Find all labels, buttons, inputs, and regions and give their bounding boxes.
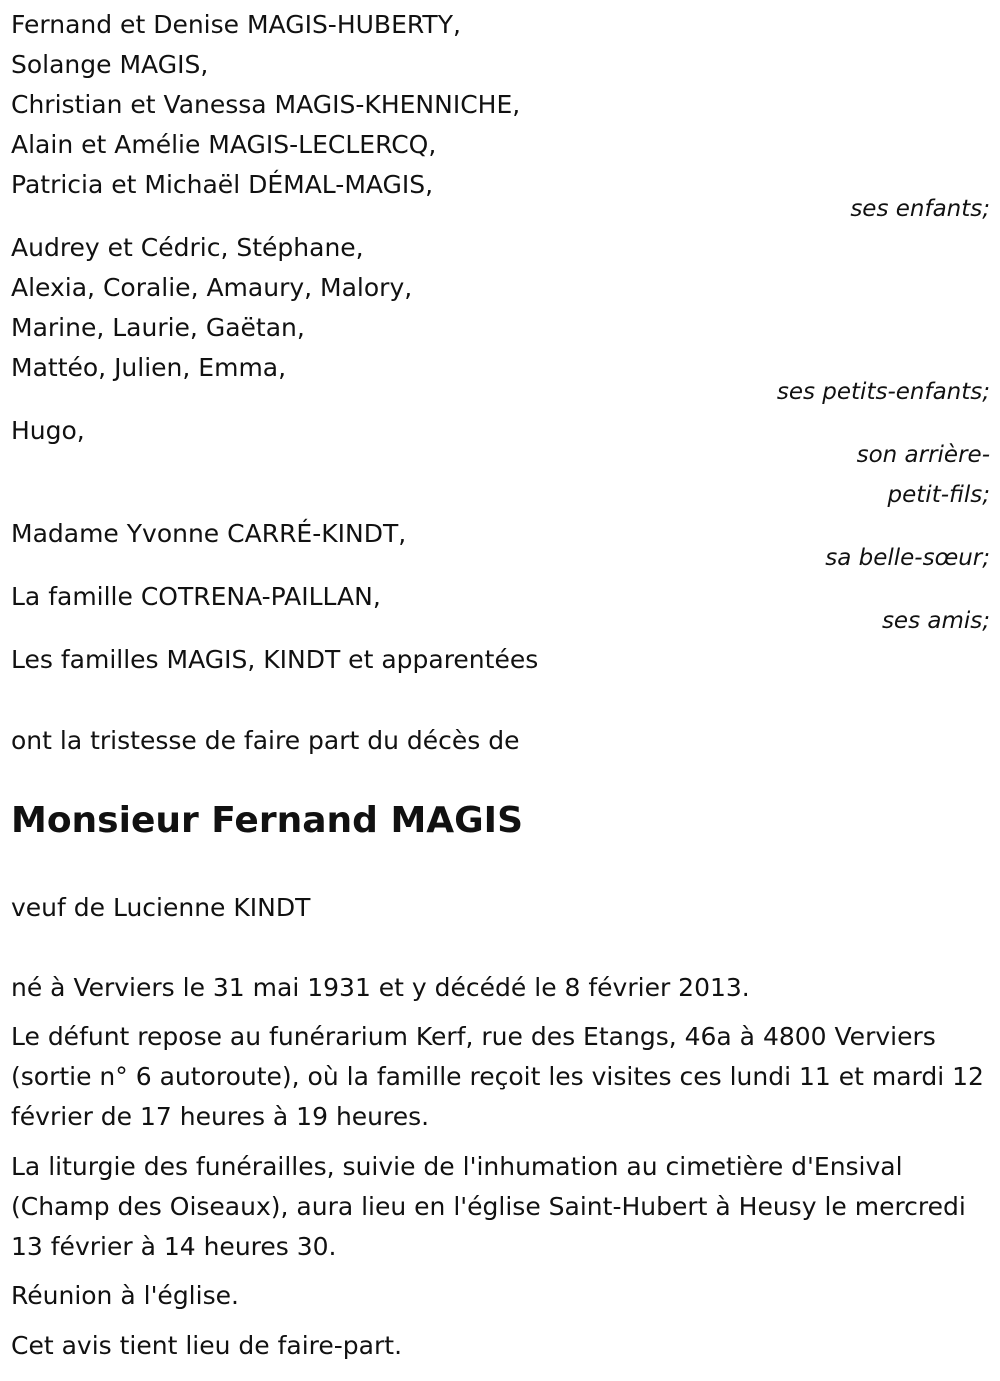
grandchild-line: Mattéo, Julien, Emma, [11, 353, 287, 382]
child-line: Patricia et Michaël DÉMAL-MAGIS, [11, 170, 434, 199]
child-line: Fernand et Denise MAGIS-HUBERTY, [11, 10, 461, 39]
grandchild-line: Alexia, Coralie, Amaury, Malory, [11, 273, 413, 302]
visitation-paragraph: Le défunt repose au funérarium Kerf, rue des Etangs, 46a à 4800 Verviers (sortie n° 6 autoroute), où la famille reçoit les visites ces lundi 11 et mardi 12 février de 17 heures à 19 heures. [11, 1022, 984, 1131]
meeting-info: Réunion à l'église. [11, 1281, 239, 1310]
friends-role: ses amis; [881, 608, 990, 634]
grandchildren-role: ses petits-enfants; [776, 379, 990, 405]
child-line: Christian et Vanessa MAGIS-KHENNICHE, [11, 90, 521, 119]
sister-in-law-role: sa belle-sœur; [825, 545, 990, 571]
funeral-paragraph: La liturgie des funérailles, suivie de l'inhumation au cimetière d'Ensival (Champ des Oiseaux), aura lieu en l'église Saint-Hubert à Heusy le mercredi 13 février à 14 heures 30. [11, 1152, 966, 1261]
friends: La famille COTRENA-PAILLAN, [11, 582, 381, 611]
notice-text: Cet avis tient lieu de faire-part. [11, 1331, 403, 1360]
birth-death-info: né à Verviers le 31 mai 1931 et y décédé le 8 février 2013. [11, 973, 750, 1002]
children-role: ses enfants; [850, 196, 990, 222]
grandchild-line: Marine, Laurie, Gaëtan, [11, 313, 305, 342]
great-grandchild-role-line: petit-fils; [887, 482, 990, 508]
child-line: Solange MAGIS, [11, 50, 209, 79]
great-grandchild-role-line: son arrière- [856, 442, 990, 468]
deceased-name: Monsieur Fernand MAGIS [11, 800, 523, 841]
extended-families: Les familles MAGIS, KINDT et apparentées [11, 645, 539, 674]
child-line: Alain et Amélie MAGIS-LECLERCQ, [11, 130, 437, 159]
sister-in-law: Madame Yvonne CARRÉ-KINDT, [11, 519, 407, 548]
announcement-text: ont la tristesse de faire part du décès de [11, 726, 520, 755]
widower-of: veuf de Lucienne KINDT [11, 893, 311, 922]
great-grandchild: Hugo, [11, 416, 85, 445]
grandchild-line: Audrey et Cédric, Stéphane, [11, 233, 364, 262]
